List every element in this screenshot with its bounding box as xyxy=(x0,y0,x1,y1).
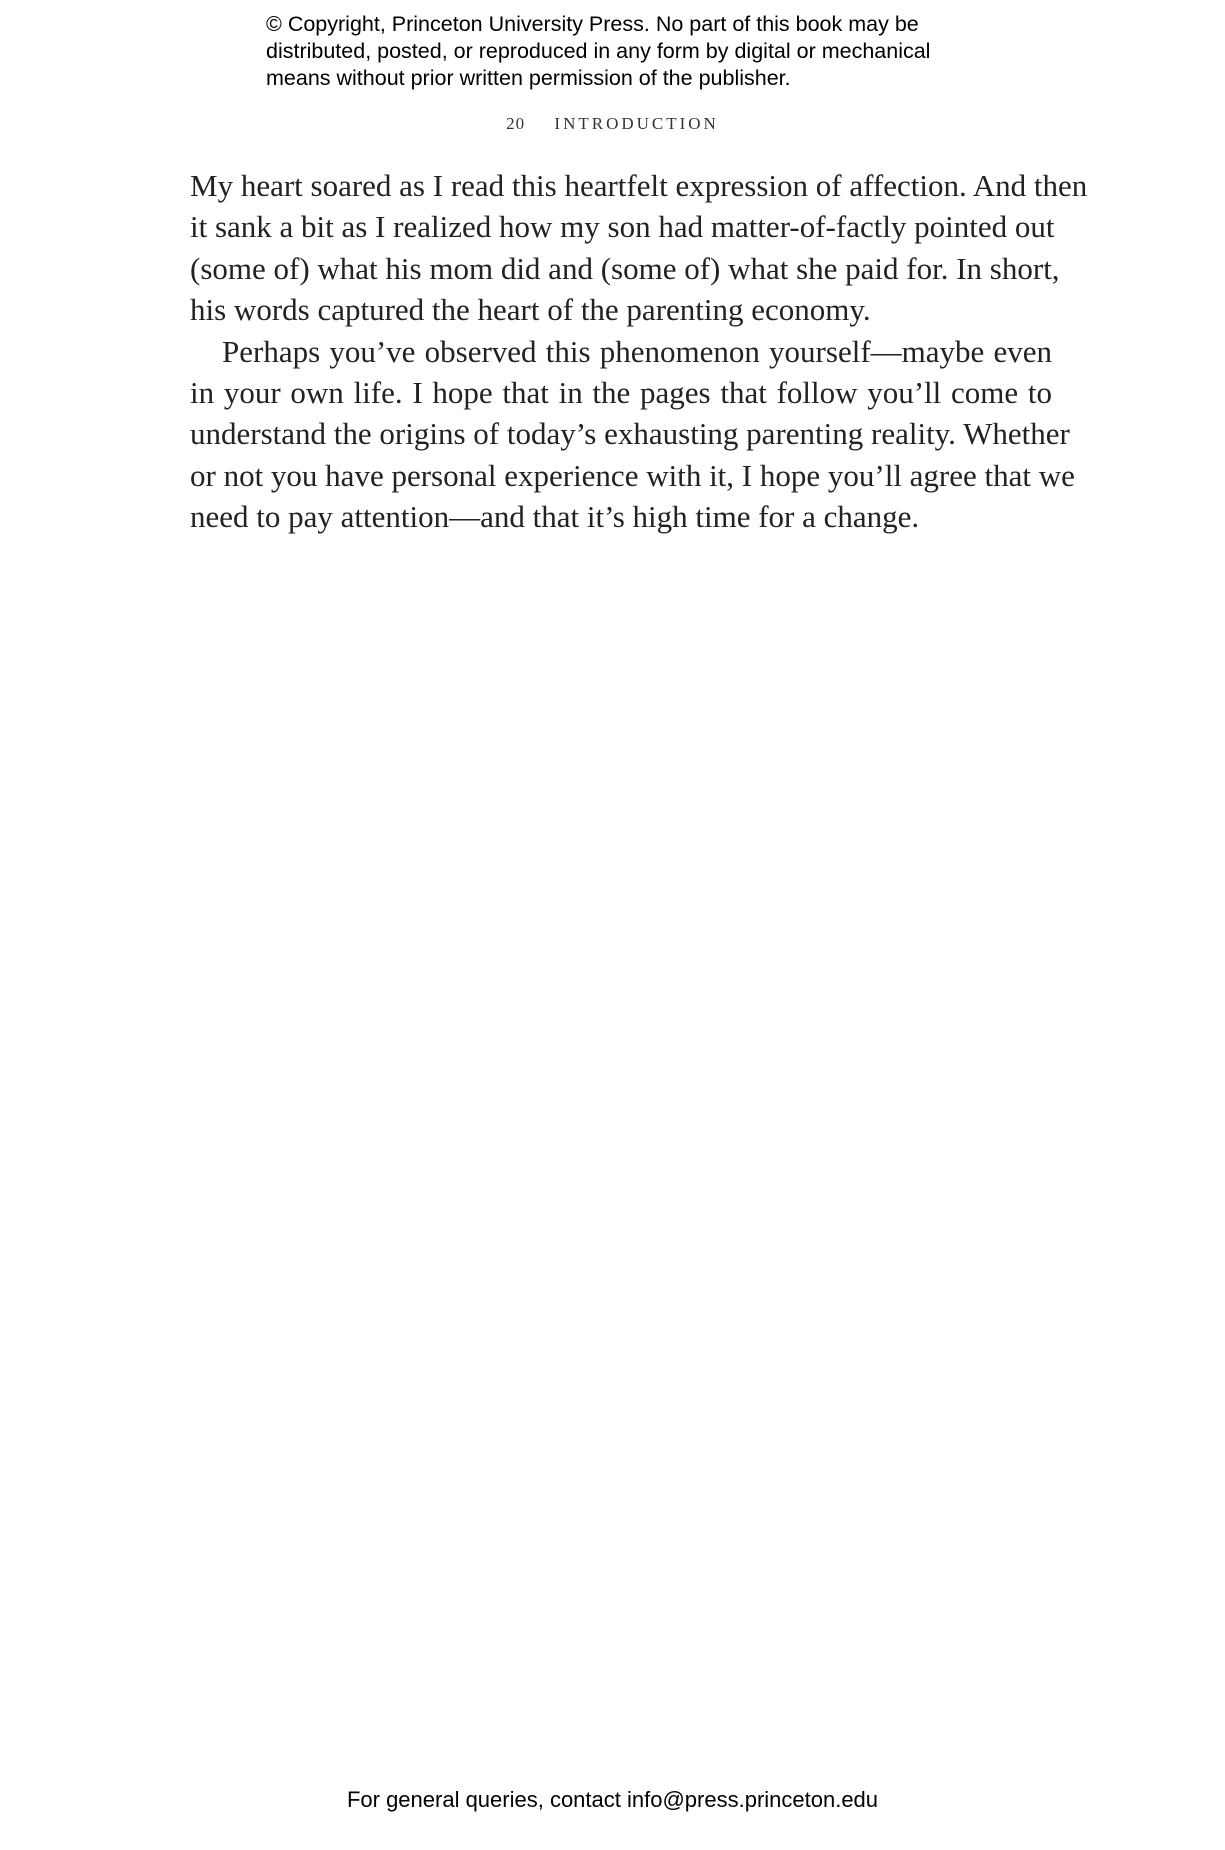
paragraph xyxy=(190,165,1088,331)
section-title: INTRODUCTION xyxy=(554,114,719,133)
text-line: (some of) what his mom did and (some of) what she paid for. In short, xyxy=(190,250,1060,286)
text-line: understand the origins of today’s exhausting parenting reality. Whether xyxy=(190,416,1070,452)
text-line: in your own life. I hope that in the pages that follow you’ll come to xyxy=(190,375,1052,411)
body-text xyxy=(190,165,1088,538)
copyright-line: means without prior written permission of the publisher. xyxy=(266,66,791,90)
copyright-notice xyxy=(266,11,986,92)
copyright-line: distributed, posted, or reproduced in any form by digital or mechanical xyxy=(266,39,931,63)
copyright-line: © Copyright, Princeton University Press. No part of this book may be xyxy=(266,12,919,36)
footer-contact: For general queries, contact info@press.princeton.edu xyxy=(346,1787,879,1812)
text-line: Perhaps you’ve observed this phenomenon yourself—maybe even xyxy=(222,333,1052,369)
text-line: My heart soared as I read this heartfelt expression of affection. And then xyxy=(190,168,1088,203)
paragraph xyxy=(190,331,1075,538)
text-line: or not you have personal experience with it, I hope you’ll agree that we xyxy=(190,457,1075,493)
text-line: need to pay attention—and that it’s high time for a change. xyxy=(190,499,920,535)
page-number: 20 xyxy=(506,114,526,133)
running-head xyxy=(0,114,1225,134)
text-line: his words captured the heart of the parenting economy. xyxy=(190,292,871,328)
text-line: it sank a bit as I realized how my son had matter-of-factly pointed out xyxy=(190,209,1055,245)
